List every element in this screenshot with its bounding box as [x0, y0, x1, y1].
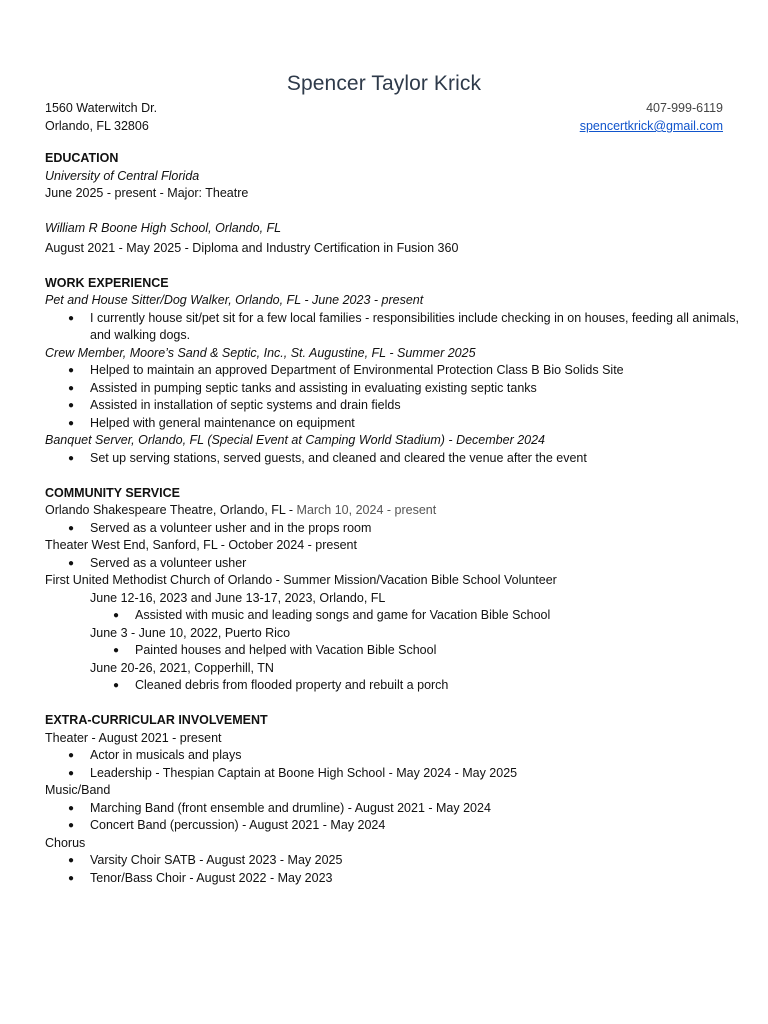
resume-body — [45, 150, 757, 887]
list-item: ● Leadership - Thespian Captain at Boone High School - May 2024 - May 2025 — [45, 765, 757, 783]
address-line-1: 1560 Waterwitch Dr. — [45, 101, 158, 115]
org-bullets — [45, 555, 757, 573]
list-item: ● Helped with general maintenance on equipment — [45, 415, 757, 433]
job-title: Crew Member, Moore’s Sand & Septic, Inc., St. Augustine, FL - Summer 2025 — [45, 345, 476, 360]
education-heading: EDUCATION — [45, 151, 119, 165]
school-ucf: University of Central Florida — [45, 168, 200, 183]
list-item: ● Tenor/Bass Choir - August 2022 - May 2023 — [45, 870, 757, 888]
org-fumc: First United Methodist Church of Orlando - Summer Mission/Vacation Bible School Volunteer — [45, 573, 557, 587]
contact-block — [45, 99, 723, 135]
list-item: ● Set up serving stations, served guests, and cleaned and cleared the venue after the event — [45, 450, 757, 468]
trip-label: June 3 - June 10, 2022, Puerto Rico — [90, 625, 291, 640]
list-item: ● Marching Band (front ensemble and drumline) - August 2021 - May 2024 — [45, 800, 757, 818]
org-bullets — [45, 520, 757, 538]
email-link[interactable]: spencertkrick@gmail.com — [579, 119, 723, 133]
list-item: ● Actor in musicals and plays — [45, 747, 757, 765]
list-item: ● Served as a volunteer usher — [45, 555, 757, 573]
phone-number: 407-999-6119 — [646, 101, 723, 115]
org-dates: March 10, 2024 - present — [296, 503, 437, 517]
job-bullets — [45, 362, 757, 432]
list-item: ● Assisted with music and leading songs and game for Vacation Bible School — [90, 607, 757, 625]
list-item: ● Painted houses and helped with Vacation Bible School — [90, 642, 757, 660]
trip-label: June 20-26, 2021, Copperhill, TN — [90, 660, 274, 675]
list-item: ● Varsity Choir SATB - August 2023 - May 2025 — [45, 852, 757, 870]
job-bullets — [45, 310, 757, 345]
mission-trips — [45, 590, 757, 695]
job-title: Pet and House Sitter/Dog Walker, Orlando, FL - June 2023 - present — [45, 293, 424, 307]
list-item: ● Assisted in pumping septic tanks and assisting in evaluating existing septic tanks — [45, 380, 757, 398]
org-theater-west-end: Theater West End, Sanford, FL - October 2024 - present — [45, 538, 357, 552]
school-boone: William R Boone High School, Orlando, FL — [45, 221, 282, 235]
list-item: ● Helped to maintain an approved Department of Environmental Protection Class B Bio Solids Site — [45, 362, 757, 380]
candidate-name: Spencer Taylor Krick — [286, 72, 482, 95]
list-item: ● Served as a volunteer usher and in the props room — [45, 520, 757, 538]
list-item: ● Concert Band (percussion) - August 2021 - May 2024 — [45, 817, 757, 835]
community-heading: COMMUNITY SERVICE — [45, 485, 180, 500]
list-item: ● I currently house sit/pet sit for a few local families - responsibilities include checking in on houses, feeding all animals, and walking dogs. — [45, 310, 757, 345]
group-bullets — [45, 800, 757, 835]
work-heading: WORK EXPERIENCE — [45, 275, 169, 290]
school-ucf-detail: June 2025 - present - Major: Theatre — [45, 186, 249, 200]
trip-bullets — [90, 607, 757, 625]
extracurricular-heading: EXTRA-CURRICULAR INVOLVEMENT — [45, 713, 268, 727]
address-line-2: Orlando, FL 32806 — [45, 119, 149, 133]
org-name: Orlando Shakespeare Theatre, Orlando, FL - — [45, 503, 297, 517]
school-boone-detail: August 2021 - May 2025 - Diploma and Industry Certification in Fusion 360 — [45, 240, 459, 255]
group-label: Theater - August 2021 - present — [45, 730, 222, 745]
group-bullets — [45, 747, 757, 782]
job-title: Banquet Server, Orlando, FL (Special Event at Camping World Stadium) - December 2024 — [45, 433, 546, 447]
trip-label: June 12-16, 2023 and June 13-17, 2023, Orlando, FL — [90, 590, 386, 605]
job-bullets — [45, 450, 757, 468]
org-orlando-shakes — [45, 502, 757, 520]
group-label: Chorus — [45, 835, 86, 850]
list-item: ● Cleaned debris from flooded property and rebuilt a porch — [90, 677, 757, 695]
list-item: ● Assisted in installation of septic systems and drain fields — [45, 397, 757, 415]
trip-bullets — [90, 642, 757, 660]
group-label: Music/Band — [45, 783, 111, 797]
trip-bullets — [90, 677, 757, 695]
group-bullets — [45, 852, 757, 887]
